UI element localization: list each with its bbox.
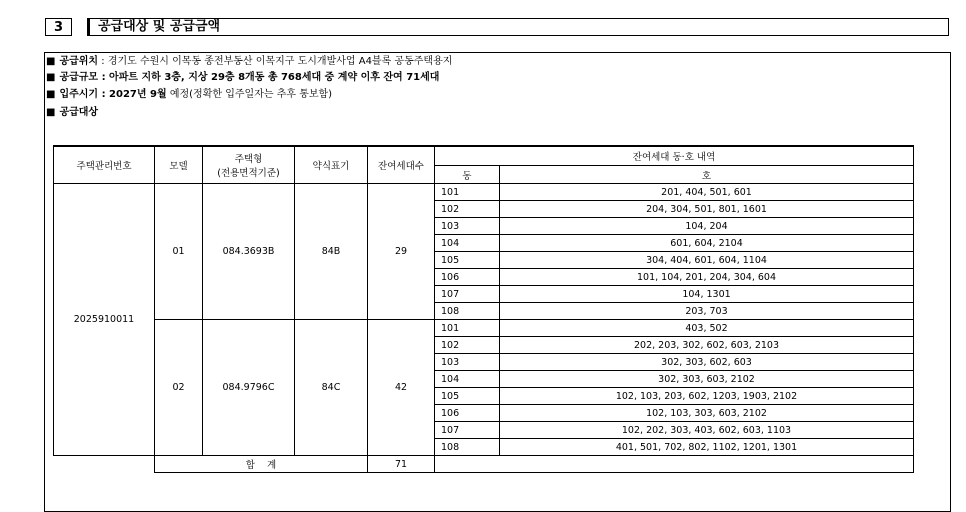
header-type-line1: 주택형 — [234, 154, 263, 165]
dong-cell: 108 — [435, 439, 500, 456]
ho-cell: 101, 104, 201, 204, 304, 604 — [500, 269, 914, 286]
square-bullet-icon: ■ — [46, 89, 56, 100]
dong-cell: 108 — [435, 303, 500, 320]
ho-cell: 104, 204 — [500, 218, 914, 235]
ho-cell: 302, 303, 602, 603 — [500, 354, 914, 371]
header-type — [203, 146, 295, 184]
location-label: 공급위치 — [59, 56, 99, 67]
ho-cell: 203, 703 — [500, 303, 914, 320]
square-bullet-icon: ■ — [46, 56, 56, 67]
dong-cell: 105 — [435, 252, 500, 269]
total-value: 71 — [368, 456, 435, 473]
section-number: 3 — [45, 18, 72, 36]
ho-cell: 102, 103, 203, 602, 1203, 1903, 2102 — [500, 388, 914, 405]
ho-cell: 304, 404, 601, 604, 1104 — [500, 252, 914, 269]
table-row — [54, 320, 914, 337]
ho-cell: 104, 1301 — [500, 286, 914, 303]
info-target — [46, 107, 98, 119]
scale-value: : 아파트 지하 3층, 지상 29층 8개동 총 768세대 중 계약 이후 잔여 71세대 — [98, 72, 440, 83]
header-remaining: 잔여세대수 — [368, 146, 435, 184]
dong-cell: 101 — [435, 320, 500, 337]
header-model: 모델 — [155, 146, 203, 184]
count-cell: 29 — [368, 184, 435, 320]
dong-cell: 106 — [435, 405, 500, 422]
move-value-bold: : 2027년 9월 — [98, 89, 167, 100]
ho-cell: 102, 202, 303, 403, 602, 603, 1103 — [500, 422, 914, 439]
dong-cell: 105 — [435, 388, 500, 405]
total-label: 합 계 — [155, 456, 368, 473]
header-type-line2: (전용면적기준) — [217, 168, 280, 179]
move-label: 입주시기 — [59, 89, 99, 100]
type-cell: 084.3693B — [203, 184, 295, 320]
ho-cell: 403, 502 — [500, 320, 914, 337]
table-row — [54, 184, 914, 201]
ho-cell: 302, 303, 603, 2102 — [500, 371, 914, 388]
type-cell: 084.9796C — [203, 320, 295, 456]
move-value: 예정(정확한 입주일자는 추후 통보함) — [166, 89, 333, 100]
short-cell: 84B — [295, 184, 368, 320]
dong-cell: 106 — [435, 269, 500, 286]
header-mgmt-no: 주택관리번호 — [54, 146, 155, 184]
total-row — [54, 456, 914, 473]
info-move-in — [46, 89, 332, 101]
supply-table — [53, 145, 914, 473]
info-scale — [46, 72, 439, 84]
header-dong: 동 — [435, 166, 500, 184]
short-cell: 84C — [295, 320, 368, 456]
section-header — [45, 18, 951, 36]
total-empty-cell — [54, 456, 155, 473]
ho-cell: 401, 501, 702, 802, 1102, 1201, 1301 — [500, 439, 914, 456]
dong-cell: 107 — [435, 286, 500, 303]
square-bullet-icon: ■ — [46, 72, 56, 83]
ho-cell: 601, 604, 2104 — [500, 235, 914, 252]
header-ho: 호 — [500, 166, 914, 184]
target-label: 공급대상 — [59, 107, 99, 118]
dong-cell: 104 — [435, 371, 500, 388]
count-cell: 42 — [368, 320, 435, 456]
dong-cell: 103 — [435, 354, 500, 371]
ho-cell: 202, 203, 302, 602, 603, 2103 — [500, 337, 914, 354]
dong-cell: 103 — [435, 218, 500, 235]
header-short: 약식표기 — [295, 146, 368, 184]
total-detail-empty — [435, 456, 914, 473]
dong-cell: 104 — [435, 235, 500, 252]
model-cell: 01 — [155, 184, 203, 320]
location-value: : 경기도 수원시 이목동 종전부동산 이목지구 도시개발사업 A4블록 공동주택용지 — [98, 56, 453, 67]
info-location — [46, 56, 452, 68]
section-title: 공급대상 및 공급금액 — [87, 18, 949, 36]
ho-cell: 201, 404, 501, 601 — [500, 184, 914, 201]
dong-cell: 102 — [435, 201, 500, 218]
ho-cell: 102, 103, 303, 603, 2102 — [500, 405, 914, 422]
ho-cell: 204, 304, 501, 801, 1601 — [500, 201, 914, 218]
dong-cell: 107 — [435, 422, 500, 439]
square-bullet-icon: ■ — [46, 107, 56, 118]
scale-label: 공급규모 — [59, 72, 99, 83]
dong-cell: 102 — [435, 337, 500, 354]
header-detail: 잔여세대 동·호 내역 — [435, 146, 914, 166]
dong-cell: 101 — [435, 184, 500, 201]
model-cell: 02 — [155, 320, 203, 456]
mgmt-no-cell: 2025910011 — [54, 184, 155, 456]
